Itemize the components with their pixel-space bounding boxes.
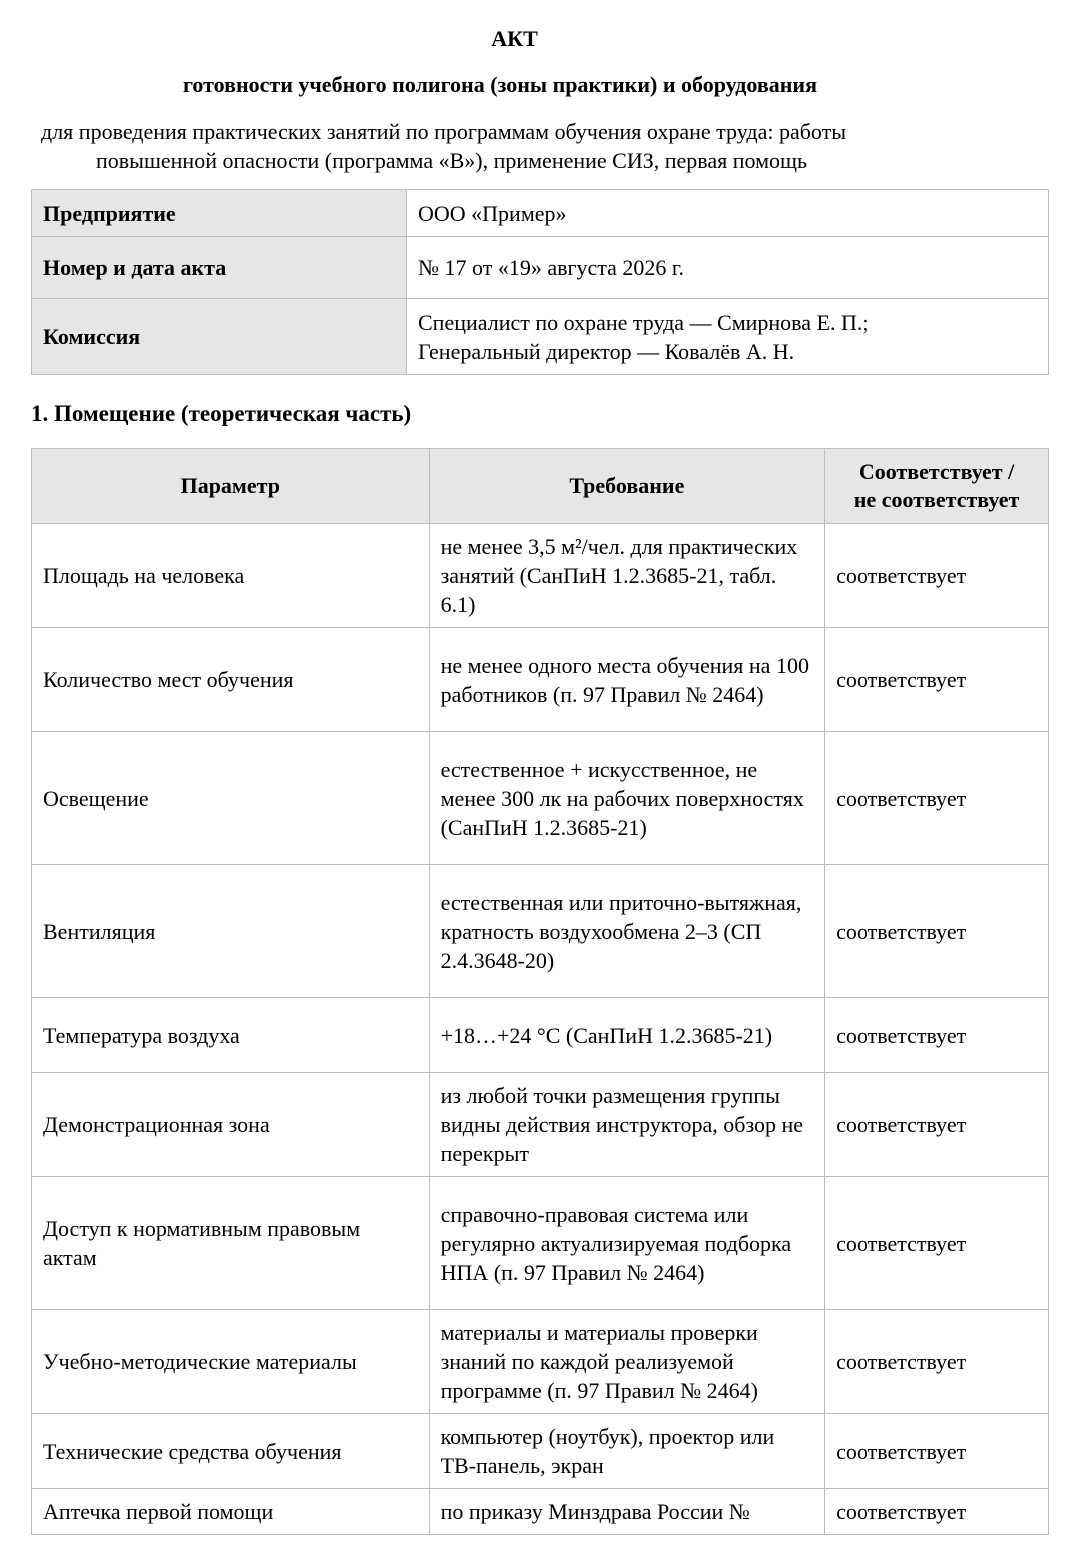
param-cell: Доступ к нормативным правовым актам (32, 1177, 430, 1310)
table-row (32, 524, 1049, 628)
intro-line-2: повышенной опасности (программа «В»), применение СИЗ, первая помощь (96, 148, 808, 173)
info-row-enterprise (32, 190, 1049, 237)
column-header-requirement: Требование (429, 449, 825, 524)
status-header-line-1: Соответствует / (858, 459, 1015, 484)
info-row-act (32, 237, 1049, 299)
param-cell: Вентиляция (32, 865, 430, 998)
table-row (32, 1310, 1049, 1414)
column-header-status (825, 449, 1049, 524)
requirement-cell: не менее одного места обучения на 100 работников (п. 97 Правил № 2464) (429, 628, 825, 732)
param-cell: Количество мест обучения (32, 628, 430, 732)
table-row (32, 628, 1049, 732)
table-header-row (32, 449, 1049, 524)
requirement-cell: не менее 3,5 м²/чел. для практических занятий (СанПиН 1.2.3685-21, табл. 6.1) (429, 524, 825, 628)
status-cell: соответствует (825, 1414, 1049, 1489)
act-value: № 17 от «19» августа 2026 г. (407, 237, 1049, 299)
requirement-cell: компьютер (ноутбук), проектор или ТВ-панель, экран (429, 1414, 825, 1489)
commission-value (407, 299, 1049, 375)
status-cell: соответствует (825, 865, 1049, 998)
requirement-cell: естественное + искусственное, не менее 300 лк на рабочих поверхностях (СанПиН 1.2.3685-21) (429, 732, 825, 865)
act-info-table (31, 189, 1049, 375)
status-cell: соответствует (825, 1177, 1049, 1310)
column-header-param: Параметр (32, 449, 430, 524)
section-title: 1. Помещение (теоретическая часть) (31, 401, 412, 426)
requirement-cell: по приказу Минздрава России № (429, 1489, 825, 1535)
status-cell: соответствует (825, 1489, 1049, 1535)
param-cell: Технические средства обучения (32, 1414, 430, 1489)
requirement-cell: +18…+24 °С (СанПиН 1.2.3685-21) (429, 998, 825, 1073)
status-cell: соответствует (825, 732, 1049, 865)
param-cell: Аптечка первой помощи (32, 1489, 430, 1535)
enterprise-value: ООО «Пример» (407, 190, 1049, 237)
table-row (32, 865, 1049, 998)
status-cell: соответствует (825, 1073, 1049, 1177)
requirement-cell: материалы и материалы проверки знаний по каждой реализуемой программе (п. 97 Правил № 2464) (429, 1310, 825, 1414)
status-cell: соответствует (825, 628, 1049, 732)
requirement-cell: справочно-правовая система или регулярно актуализируемая подборка НПА (п. 97 Правил № 2464) (429, 1177, 825, 1310)
param-cell: Температура воздуха (32, 998, 430, 1073)
status-cell: соответствует (825, 524, 1049, 628)
param-cell: Демонстрационная зона (32, 1073, 430, 1177)
param-cell: Учебно-методические материалы (32, 1310, 430, 1414)
table-row (32, 1414, 1049, 1489)
info-row-commission (32, 299, 1049, 375)
commission-label: Комиссия (32, 299, 407, 375)
table-row (32, 1489, 1049, 1535)
document-subtitle: готовности учебного полигона (зоны практики) и оборудования (182, 72, 818, 97)
table-row (32, 732, 1049, 865)
requirement-cell: естественная или приточно-вытяжная, кратность воздухообмена 2–3 (СП 2.4.3648-20) (429, 865, 825, 998)
commission-member-2: Генеральный директор — Ковалёв А. Н. (418, 338, 795, 364)
table-row (32, 1177, 1049, 1310)
param-cell: Освещение (32, 732, 430, 865)
document-intro (41, 117, 1001, 175)
commission-member-1: Специалист по охране труда — Смирнова Е. П.; (418, 309, 869, 335)
requirements-table (31, 448, 1049, 1535)
intro-line-1: для проведения практических занятий по программам обучения охране труда: работы (41, 119, 847, 144)
document-title: АКТ (491, 26, 538, 51)
status-cell: соответствует (825, 1310, 1049, 1414)
table-row (32, 1073, 1049, 1177)
enterprise-label: Предприятие (32, 190, 407, 237)
status-cell: соответствует (825, 998, 1049, 1073)
status-header-line-2: не соответствует (853, 487, 1020, 512)
param-cell: Площадь на человека (32, 524, 430, 628)
requirement-cell: из любой точки размещения группы видны действия инструктора, обзор не перекрыт (429, 1073, 825, 1177)
table-row (32, 998, 1049, 1073)
act-label: Номер и дата акта (32, 237, 407, 299)
